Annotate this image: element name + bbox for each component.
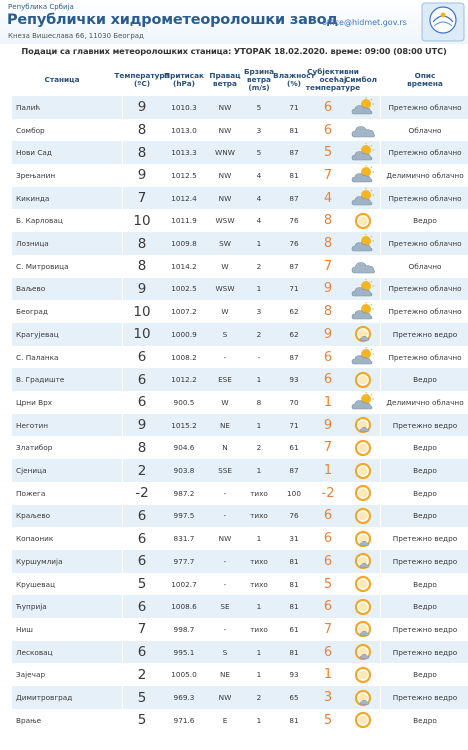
- sun-icon: [348, 573, 378, 596]
- humidity-value: 76: [289, 216, 299, 226]
- sun-icon: [348, 595, 378, 618]
- wind-direction-value: SW: [219, 239, 231, 249]
- temperature-value: 8: [137, 439, 147, 456]
- pressure-value: 904.6: [173, 443, 195, 453]
- wind-direction-value: NW: [218, 170, 232, 180]
- pressure-value: 997.5: [173, 511, 195, 521]
- temperature-value: -2: [135, 485, 149, 502]
- temperature-value: 6: [137, 553, 147, 570]
- weather-description: Претежно ведро: [392, 693, 458, 703]
- wind-speed-value: 4: [256, 170, 262, 180]
- col-symbol: Симбол: [345, 74, 377, 84]
- weather-description: Претежно ведро: [392, 329, 458, 339]
- weather-description: Претежно облачно: [388, 307, 462, 317]
- feels-like-value: 5: [323, 145, 333, 161]
- station-name: Златибор: [16, 443, 53, 453]
- pressure-value: 900.5: [173, 397, 195, 407]
- station-name: С. Паланка: [16, 352, 59, 362]
- feels-like-value: 8: [323, 236, 333, 252]
- wind-speed-value: 1: [256, 466, 262, 476]
- humidity-value: 61: [289, 624, 299, 634]
- sun-icon: [348, 709, 378, 732]
- station-name: Ваљево: [16, 284, 46, 294]
- humidity-value: 93: [289, 375, 299, 385]
- pressure-value: 987.2: [173, 488, 195, 498]
- temperature-value: 8: [137, 122, 147, 139]
- humidity-value: 62: [289, 307, 299, 317]
- table-row: [12, 505, 468, 528]
- wind-direction-value: -: [223, 579, 227, 589]
- feels-like-value: 5: [323, 712, 333, 728]
- cloudy-icon: [348, 255, 378, 278]
- feels-like-value: 6: [323, 508, 333, 524]
- wind-direction-value: N: [222, 443, 228, 453]
- partly-cloudy-icon: [348, 141, 378, 164]
- table-row: [12, 573, 468, 596]
- temperature-value: 9: [137, 417, 147, 434]
- weather-description: Облачно: [408, 261, 442, 271]
- col-direction: Правац ветра: [209, 70, 241, 88]
- sun-icon: [348, 505, 378, 528]
- table-row: [12, 346, 468, 369]
- table-row: [12, 164, 468, 187]
- pressure-value: 1012.4: [171, 193, 197, 203]
- humidity-value: 70: [289, 397, 299, 407]
- feels-like-value: 5: [323, 576, 333, 592]
- temperature-value: 7: [137, 621, 147, 638]
- station-name: Краљево: [16, 511, 51, 521]
- wind-speed-value: 1: [256, 284, 262, 294]
- pressure-value: 1005.0: [171, 670, 197, 680]
- sun-icon: [348, 459, 378, 482]
- wind-speed-value: 3: [256, 307, 262, 317]
- table-row: [12, 527, 468, 550]
- station-name: Крушевац: [16, 579, 56, 589]
- humidity-value: 76: [289, 511, 299, 521]
- partly-cloudy-icon: [348, 278, 378, 301]
- station-name: Палић: [16, 102, 41, 112]
- humidity-value: 71: [289, 284, 299, 294]
- col-description: Опис времена: [407, 70, 443, 88]
- temperature-value: 10: [133, 326, 151, 343]
- station-name: Београд: [16, 307, 48, 317]
- station-name: Куршумлија: [16, 556, 63, 566]
- table-row: [12, 391, 468, 414]
- weather-description: Облачно: [408, 125, 442, 135]
- wind-direction-value: NW: [218, 693, 232, 703]
- humidity-value: 87: [289, 193, 299, 203]
- pressure-value: 971.6: [173, 715, 195, 725]
- partly-cloudy-icon: [348, 300, 378, 323]
- humidity-value: 81: [289, 647, 299, 657]
- table-row: [12, 368, 468, 391]
- wind-direction-value: SSE: [218, 466, 232, 476]
- temperature-value: 6: [137, 598, 147, 615]
- mostly-sunny-icon: [348, 550, 378, 573]
- wind-direction-value: NW: [218, 534, 232, 544]
- partly-cloudy-icon: [348, 96, 378, 119]
- weather-description: Ведро: [413, 715, 437, 725]
- humidity-value: 62: [289, 329, 299, 339]
- feels-like-value: 7: [323, 621, 333, 637]
- pressure-value: 1002.7: [171, 579, 197, 589]
- sun-icon: [348, 482, 378, 505]
- wind-direction-value: NW: [218, 125, 232, 135]
- feels-like-value: 6: [323, 122, 333, 138]
- station-name: Копаоник: [16, 534, 54, 544]
- wind-direction-value: W: [221, 397, 229, 407]
- table-row: [12, 141, 468, 164]
- feels-like-value: 4: [323, 190, 333, 206]
- pressure-value: 1015.2: [171, 420, 197, 430]
- wind-speed-value: тихо: [250, 579, 268, 589]
- mostly-sunny-icon: [348, 686, 378, 709]
- pressure-value: 1012.2: [171, 375, 197, 385]
- station-name: Кикинда: [16, 193, 50, 203]
- wind-direction-value: NE: [219, 670, 231, 680]
- feels-like-value: -2: [321, 485, 335, 501]
- feels-like-value: 1: [323, 667, 333, 683]
- weather-description: Ведро: [413, 443, 437, 453]
- station-name: Нови Сад: [16, 148, 52, 158]
- weather-description: Претежно ведро: [392, 420, 458, 430]
- table-row: [12, 482, 468, 505]
- table-row: [12, 278, 468, 301]
- temperature-value: 6: [137, 394, 147, 411]
- pressure-value: 1000.9: [171, 329, 197, 339]
- temperature-value: 8: [137, 144, 147, 161]
- feels-like-value: 6: [323, 553, 333, 569]
- table-row: [12, 119, 468, 142]
- weather-description: Ведро: [413, 466, 437, 476]
- wind-speed-value: 1: [256, 715, 262, 725]
- temperature-value: 2: [137, 666, 147, 683]
- station-name: Ниш: [16, 624, 33, 634]
- humidity-value: 81: [289, 602, 299, 612]
- wind-speed-value: 2: [256, 261, 262, 271]
- wind-speed-value: -: [257, 352, 261, 362]
- humidity-value: 31: [289, 534, 299, 544]
- table-row: [12, 437, 468, 460]
- sun-icon: [348, 437, 378, 460]
- cloudy-icon: [348, 119, 378, 142]
- station-name: В. Градиште: [16, 375, 65, 385]
- humidity-value: 71: [289, 420, 299, 430]
- wind-speed-value: 2: [256, 329, 262, 339]
- email-link[interactable]: office@hidmet.gov.rs: [322, 18, 407, 27]
- table-row: [12, 550, 468, 573]
- feels-like-value: 8: [323, 304, 333, 320]
- feels-like-value: 3: [323, 690, 333, 706]
- table-row: [12, 618, 468, 641]
- temperature-value: 6: [137, 530, 147, 547]
- pressure-value: 1008.6: [171, 602, 197, 612]
- humidity-value: 61: [289, 443, 299, 453]
- feels-like-value: 8: [323, 213, 333, 229]
- table-row: [12, 210, 468, 233]
- feels-like-value: 7: [323, 258, 333, 274]
- station-name: Пожега: [16, 488, 46, 498]
- temperature-value: 9: [137, 167, 147, 184]
- station-name: Димитровград: [16, 693, 73, 703]
- partly-cloudy-icon: [348, 187, 378, 210]
- temperature-value: 6: [137, 644, 147, 661]
- partly-cloudy-icon: [348, 391, 378, 414]
- feels-like-value: 1: [323, 463, 333, 479]
- feels-like-value: 9: [323, 417, 333, 433]
- wind-speed-value: 4: [256, 193, 262, 203]
- wind-direction-value: -: [223, 624, 227, 634]
- wind-speed-value: 1: [256, 239, 262, 249]
- wind-speed-value: 5: [256, 148, 262, 158]
- wind-speed-value: 1: [256, 375, 262, 385]
- table-row: [12, 709, 468, 732]
- wind-speed-value: 3: [256, 125, 262, 135]
- pressure-value: 998.7: [173, 624, 195, 634]
- mostly-sunny-icon: [348, 641, 378, 664]
- table-row: [12, 686, 468, 709]
- station-name: Ћуприја: [16, 602, 47, 612]
- station-name: Сомбор: [16, 125, 45, 135]
- wind-direction-value: S: [222, 329, 228, 339]
- wind-direction-value: -: [223, 488, 227, 498]
- site-address: Кнеза Вишеславa 66, 11030 Београд: [8, 32, 144, 40]
- feels-like-value: 7: [323, 167, 333, 183]
- temperature-value: 9: [137, 280, 147, 297]
- wind-direction-value: -: [223, 556, 227, 566]
- pressure-value: 1002.5: [171, 284, 197, 294]
- station-name: Лозница: [16, 239, 49, 249]
- table-row: [12, 641, 468, 664]
- weather-description: Ведро: [413, 579, 437, 589]
- site-header: [0, 0, 468, 44]
- feels-like-value: 7: [323, 440, 333, 456]
- humidity-value: 93: [289, 670, 299, 680]
- station-name: Крагујевац: [16, 329, 59, 339]
- temperature-value: 10: [133, 303, 151, 320]
- weather-description: Претежно ведро: [392, 647, 458, 657]
- mostly-sunny-icon: [348, 527, 378, 550]
- mostly-sunny-icon: [348, 414, 378, 437]
- wind-speed-value: тихо: [250, 624, 268, 634]
- feels-like-value: 9: [323, 326, 333, 342]
- temperature-value: 8: [137, 235, 147, 252]
- feels-like-value: 6: [323, 599, 333, 615]
- pressure-value: 1013.3: [171, 148, 197, 158]
- weather-description: Претежно облачно: [388, 193, 462, 203]
- pressure-value: 831.7: [173, 534, 195, 544]
- humidity-value: 87: [289, 352, 299, 362]
- feels-like-value: 6: [323, 349, 333, 365]
- humidity-value: 81: [289, 556, 299, 566]
- weather-description: Претежно облачно: [388, 352, 462, 362]
- feels-like-value: 6: [323, 372, 333, 388]
- institute-logo[interactable]: [421, 2, 465, 42]
- weather-description: Ведро: [413, 375, 437, 385]
- pressure-value: 1012.5: [171, 170, 197, 180]
- table-row: [12, 232, 468, 255]
- weather-description: Претежно облачно: [388, 148, 462, 158]
- temperature-value: 5: [137, 576, 147, 593]
- weather-description: Ведро: [413, 216, 437, 226]
- temperature-value: 5: [137, 712, 147, 729]
- wind-direction-value: WNW: [215, 148, 235, 158]
- table-row: [12, 300, 468, 323]
- wind-direction-value: NW: [218, 193, 232, 203]
- country-label: Република Србија: [8, 3, 74, 11]
- station-name: Лесковац: [16, 647, 53, 657]
- table-header: [12, 64, 468, 96]
- humidity-value: 81: [289, 715, 299, 725]
- wind-direction-value: WSW: [215, 284, 235, 294]
- table-row: [12, 96, 468, 119]
- wind-speed-value: 5: [256, 102, 262, 112]
- temperature-value: 8: [137, 258, 147, 275]
- table-row: [12, 255, 468, 278]
- humidity-value: 81: [289, 125, 299, 135]
- pressure-value: 969.3: [173, 693, 195, 703]
- table-row: [12, 323, 468, 346]
- partly-cloudy-icon: [348, 232, 378, 255]
- wind-direction-value: NW: [218, 102, 232, 112]
- pressure-value: 1007.2: [171, 307, 197, 317]
- humidity-value: 81: [289, 170, 299, 180]
- wind-direction-value: WSW: [215, 216, 235, 226]
- pressure-value: 1013.0: [171, 125, 197, 135]
- sun-icon: [348, 210, 378, 233]
- temperature-value: 9: [137, 99, 147, 116]
- weather-description: Ведро: [413, 511, 437, 521]
- wind-speed-value: 4: [256, 216, 262, 226]
- weather-description: Претежно ведро: [392, 556, 458, 566]
- table-row: [12, 664, 468, 687]
- station-name: Б. Карловац: [16, 216, 63, 226]
- pressure-value: 1009.8: [171, 239, 197, 249]
- mostly-sunny-icon: [348, 323, 378, 346]
- wind-direction-value: W: [221, 307, 229, 317]
- weather-description: Претежно облачно: [388, 284, 462, 294]
- mostly-sunny-icon: [348, 618, 378, 641]
- col-pressure: Притисак (hPa): [164, 70, 204, 88]
- table-row: [12, 459, 468, 482]
- temperature-value: 6: [137, 507, 147, 524]
- feels-like-value: 6: [323, 99, 333, 115]
- humidity-value: 100: [287, 488, 301, 498]
- wind-speed-value: 1: [256, 647, 262, 657]
- wind-direction-value: -: [223, 352, 227, 362]
- weather-description: Делимично облачно: [386, 170, 464, 180]
- partly-cloudy-icon: [348, 346, 378, 369]
- station-name: Неготин: [16, 420, 49, 430]
- weather-description: Претежно облачно: [388, 239, 462, 249]
- sun-icon: [348, 368, 378, 391]
- wind-speed-value: 1: [256, 420, 262, 430]
- feels-like-value: 1: [323, 394, 333, 410]
- temperature-value: 7: [137, 190, 147, 207]
- feels-like-value: 9: [323, 281, 333, 297]
- temperature-value: 6: [137, 349, 147, 366]
- sun-icon: [348, 664, 378, 687]
- data-caption: Подаци са главних метеоролошких станица: УТОРАК 18.02.2020. време: 09:00 (08:00 UTC): [21, 46, 447, 56]
- wind-speed-value: 1: [256, 534, 262, 544]
- station-name: Врање: [16, 715, 42, 725]
- wind-speed-value: 1: [256, 670, 262, 680]
- wind-speed-value: 8: [256, 397, 262, 407]
- table-row: [12, 595, 468, 618]
- feels-like-value: 6: [323, 531, 333, 547]
- wind-speed-value: тихо: [250, 556, 268, 566]
- humidity-value: 65: [289, 693, 299, 703]
- col-humidity: Влажност (%): [273, 70, 315, 88]
- wind-direction-value: -: [223, 511, 227, 521]
- pressure-value: 1011.9: [171, 216, 197, 226]
- temperature-value: 5: [137, 689, 147, 706]
- table-row: [12, 414, 468, 437]
- pressure-value: 1014.2: [171, 261, 197, 271]
- wind-direction-value: SE: [220, 602, 230, 612]
- humidity-value: 87: [289, 261, 299, 271]
- pressure-value: 903.8: [173, 466, 195, 476]
- pressure-value: 1010.3: [171, 102, 197, 112]
- wind-direction-value: NE: [219, 420, 231, 430]
- col-speed: Брзина ветра (m/s): [243, 66, 275, 93]
- col-station: Станица: [44, 74, 80, 84]
- temperature-value: 2: [137, 462, 147, 479]
- pressure-value: 995.1: [173, 647, 195, 657]
- humidity-value: 71: [289, 102, 299, 112]
- station-name: Црни Врх: [16, 397, 53, 407]
- humidity-value: 87: [289, 466, 299, 476]
- wind-speed-value: 2: [256, 443, 262, 453]
- wind-direction-value: W: [221, 261, 229, 271]
- col-feels: Субјективни осећај температуре: [305, 66, 361, 93]
- table-row: [12, 187, 468, 210]
- weather-description: Претежно ведро: [392, 624, 458, 634]
- weather-description: Ведро: [413, 602, 437, 612]
- weather-description: Претежно ведро: [392, 534, 458, 544]
- weather-description: Ведро: [413, 670, 437, 680]
- wind-direction-value: ESE: [218, 375, 232, 385]
- wind-speed-value: тихо: [250, 511, 268, 521]
- feels-like-value: 6: [323, 644, 333, 660]
- wind-speed-value: тихо: [250, 488, 268, 498]
- temperature-value: 6: [137, 371, 147, 388]
- col-temp: Температура (ºC): [114, 70, 170, 88]
- partly-cloudy-icon: [348, 164, 378, 187]
- weather-description: Претежно облачно: [388, 102, 462, 112]
- station-name: Сјеница: [16, 466, 47, 476]
- station-name: Зајечар: [16, 670, 46, 680]
- wind-speed-value: 2: [256, 693, 262, 703]
- pressure-value: 1008.2: [171, 352, 197, 362]
- station-name: С. Митровица: [16, 261, 69, 271]
- site-title[interactable]: Републички хидрометеоролошки завод: [7, 12, 338, 28]
- wind-speed-value: 1: [256, 602, 262, 612]
- wind-direction-value: E: [222, 715, 228, 725]
- station-name: Зрењанин: [16, 170, 56, 180]
- pressure-value: 977.7: [173, 556, 195, 566]
- weather-description: Делимично облачно: [386, 397, 464, 407]
- temperature-value: 10: [133, 212, 151, 229]
- humidity-value: 87: [289, 148, 299, 158]
- wind-direction-value: S: [222, 647, 228, 657]
- humidity-value: 76: [289, 239, 299, 249]
- humidity-value: 81: [289, 579, 299, 589]
- weather-description: Ведро: [413, 488, 437, 498]
